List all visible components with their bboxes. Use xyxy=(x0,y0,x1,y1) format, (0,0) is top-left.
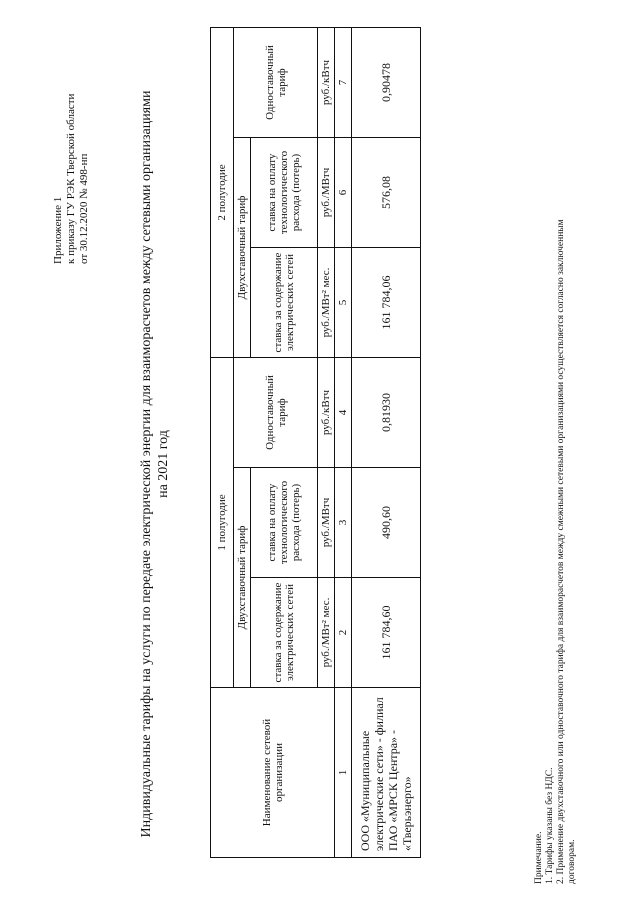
index-2: 2 xyxy=(335,578,352,688)
notes-block xyxy=(534,24,578,884)
index-4: 4 xyxy=(335,358,352,468)
header-two-part-2: Двухставочный тариф xyxy=(234,138,251,358)
unit-maintenance-2: руб./МВт² мес. xyxy=(318,248,335,358)
header-losses-1: ставка на оплату технологического расхода (потерь) xyxy=(251,468,318,578)
h2-losses-value: 576,08 xyxy=(352,138,421,248)
approval-block xyxy=(52,24,91,264)
h1-maintenance-value: 161 784,60 xyxy=(352,578,421,688)
index-5: 5 xyxy=(335,248,352,358)
header-maintenance-2: ставка за содержание электрических сетей xyxy=(251,248,318,358)
header-half-2: 2 полугодие xyxy=(211,28,234,358)
note-2-continued: договорам. xyxy=(567,839,577,884)
table-row xyxy=(352,28,421,858)
index-6: 6 xyxy=(335,138,352,248)
note-1: 1. Тарифы указаны без НДС. xyxy=(545,767,555,884)
header-row-1 xyxy=(211,28,234,858)
note-2: 2. Применение двухставочного или одноставочного тарифа для взаиморасчетов между смежными сетевыми организациями осуществляется согласно заключенным xyxy=(556,219,566,884)
header-org: Наименование сетевой организации xyxy=(211,688,335,858)
h2-one-part-value: 0,90478 xyxy=(352,28,421,138)
header-losses-2: ставка на оплату технологического расхода (потерь) xyxy=(251,138,318,248)
index-7: 7 xyxy=(335,28,352,138)
notes-title: Примечание. xyxy=(534,831,544,884)
h1-losses-value: 490,60 xyxy=(352,468,421,578)
h1-one-part-value: 0,81930 xyxy=(352,358,421,468)
document-title xyxy=(138,44,172,884)
tariff-table xyxy=(210,27,421,858)
unit-maintenance-1: руб./МВт² мес. xyxy=(318,578,335,688)
approval-line-1: Приложение 1 xyxy=(52,196,64,264)
header-maintenance-1: ставка за содержание электрических сетей xyxy=(251,578,318,688)
approval-line-3: от 30.12.2020 № 498-нп xyxy=(78,153,90,264)
unit-losses-2: руб./МВтч xyxy=(318,138,335,248)
index-1: 1 xyxy=(335,688,352,858)
title-line-2: на 2021 год xyxy=(156,430,171,498)
unit-one-2: руб./кВтч xyxy=(318,28,335,138)
h2-maintenance-value: 161 784,06 xyxy=(352,248,421,358)
header-two-part-1: Двухставочный тариф xyxy=(234,468,251,688)
unit-one-1: руб./кВтч xyxy=(318,358,335,468)
org-name: ООО «Муниципальные электрические сети» - филиал ПАО «МРСК Центра» - «Тверьэнерго» xyxy=(352,688,421,858)
title-line-1: Индивидуальные тарифы на услуги по передаче электрической энергии для взаиморасчетов между сетевыми организациями xyxy=(139,90,154,838)
header-one-part-2: Одноставочный тариф xyxy=(234,28,318,138)
index-3: 3 xyxy=(335,468,352,578)
header-half-1: 1 полугодие xyxy=(211,358,234,688)
header-one-part-1: Одноставочный тариф xyxy=(234,358,318,468)
unit-losses-1: руб./МВтч xyxy=(318,468,335,578)
approval-line-2: к приказу ГУ РЭК Тверской области xyxy=(65,93,77,264)
index-row xyxy=(335,28,352,858)
